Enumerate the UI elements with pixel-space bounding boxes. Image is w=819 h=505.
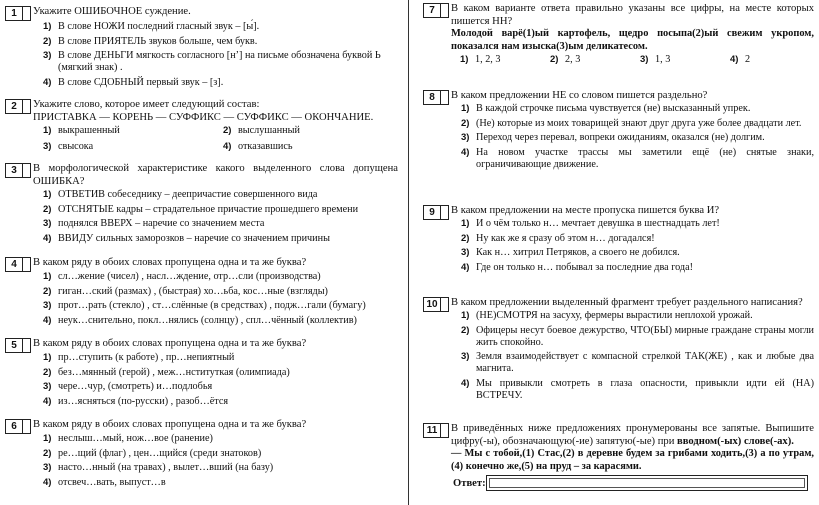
option[interactable]: 2) Офицеры несут боевое дежурство, ЧТО(БЫ) мирные граждане страны могли жить спокойно. (461, 324, 814, 348)
option[interactable]: 1) В слове НОЖИ последний гласный звук – [ы́]. (43, 21, 260, 32)
options-row (460, 54, 814, 68)
task-question (451, 3, 814, 53)
option[interactable]: 2) без…мянный (герой) , меж…нституткая (олимпиада) (43, 366, 290, 378)
option[interactable]: 4) отсвеч…вать, выпуст…в (43, 476, 166, 488)
option[interactable]: 2) гиган…ский (размах) , (быстрая) хо…ьба, кос…ные (взгляды) (43, 285, 328, 297)
answer-input[interactable] (486, 475, 808, 491)
task-question (451, 423, 814, 473)
option[interactable]: 4) из…ясняться (по-русски) , разоб…ётся (43, 395, 229, 407)
option[interactable]: 1) 1, 2, 3 (460, 54, 501, 65)
task-number: 10 (423, 297, 449, 312)
task-question: Укажите ОШИБОЧНОЕ суждение. (33, 6, 191, 17)
option[interactable]: 2) (Не) которые из моих товарищей знают друг друга уже более двадцати лет. (461, 117, 802, 129)
task-number: 1 (5, 6, 31, 21)
column-divider (408, 0, 409, 505)
task-question: В каком предложении выделенный фрагмент требует раздельного написания? (451, 297, 803, 308)
task-sentence: Молодой варё(1)ый картофель, щедро посыпа(2)ый свежим укропом, показался нам изыска(3)ым деликатесом. (451, 28, 814, 52)
task-question: В каком предложении НЕ со словом пишется раздельно? (451, 90, 708, 101)
option[interactable]: 1) выкрашенный (43, 125, 120, 136)
option[interactable]: 2) ОТСНЯТЫЕ кадры – страдательное причастие прошедшего времени (43, 203, 359, 215)
task-question: В каком предложении на месте пропуска пишется буква И? (451, 205, 720, 216)
option[interactable]: 1) (НЕ)СМОТРЯ на засуху, фермеры вырастили неплохой урожай. (461, 310, 753, 321)
option[interactable]: 3) В слове ДЕНЬГИ мягкость согласного [н’] на письме обозначена буквой Ь (мягкий знак) . (43, 50, 381, 74)
options-list (461, 310, 814, 404)
option[interactable]: 1) сл…жение (чисел) , насл…ждение, отр…сли (производства) (43, 271, 321, 282)
option[interactable]: 3) Земля взаимодействует с компасной стрелкой ТАК(ЖЕ) , как и любые два магнита. (461, 351, 814, 375)
option[interactable]: 1) И о чём только н… мечтает девушка в шестнадцать лет! (461, 218, 720, 229)
task-number: 3 (5, 163, 31, 178)
option[interactable]: 3) свысока (43, 141, 94, 152)
option[interactable]: 3) 1, 3 (640, 54, 671, 65)
option[interactable]: 1) В каждой строчке письма чувствуется (не) высказанный упрек. (461, 103, 751, 114)
options-list (43, 271, 398, 329)
option[interactable]: 2) 2, 3 (550, 54, 581, 65)
task-question (33, 99, 398, 124)
option[interactable]: 4) Мы привыкли смотреть в глаза опасности, привыкли идти ей (НА) ВСТРЕЧУ. (461, 377, 814, 401)
task-sentence: — Мы с тобой,(1) Стас,(2) в деревне будем за грибами ходить,(3) а по утрам,(4) конечно же,(5) на пруд – за карасями. (451, 448, 814, 472)
answer-label: Ответ: (453, 478, 486, 489)
task-number: 2 (5, 99, 31, 114)
option[interactable]: 2) выслушанный (223, 125, 300, 136)
option[interactable]: 3) чере…чур, (смотреть) и…подлобья (43, 381, 213, 393)
option[interactable]: 4) На новом участке трассы мы заметили ещё (не) снятые знаки, ограничивающие движение. (461, 146, 814, 170)
task-number: 8 (423, 90, 449, 105)
question-line: В каком варианте ответа правильно указаны все цифры, на месте которых пишется НН? (451, 3, 814, 27)
options-list (461, 103, 814, 173)
task-number: 11 (423, 423, 449, 438)
option[interactable]: 2) В слове ПРИЯТЕЛЬ звуков больше, чем букв. (43, 35, 258, 47)
option[interactable]: 2) ре…щий (флаг) , цен…щийся (среди знатоков) (43, 447, 262, 459)
option[interactable]: 4) ВВИДУ сильных заморозков – наречие со значением причины (43, 232, 330, 244)
options-grid (43, 125, 390, 157)
option[interactable]: 3) насто…нный (на травах) , вылет…вший (на базу) (43, 462, 274, 474)
task-number: 6 (5, 419, 31, 434)
option[interactable]: 3) Переход через перевал, вопреки ожиданиям, оказался (не) долгим. (461, 132, 765, 144)
option[interactable]: 3) поднялся ВВЕРХ – наречие со значением места (43, 218, 265, 230)
question-structure: ПРИСТАВКА — КОРЕНЬ — СУФФИКС — СУФФИКС — ОКОНЧАНИЕ. (33, 111, 374, 123)
options-row (43, 125, 390, 141)
task-number: 4 (5, 257, 31, 272)
option[interactable]: 1) пр…ступить (к работе) , пр…непиятный (43, 352, 235, 363)
option[interactable]: 1) неслыш…мый, нож…вое (ранение) (43, 433, 213, 444)
options-list (43, 189, 398, 247)
option[interactable]: 2) Ну как же я сразу об этом н… догадался! (461, 232, 655, 244)
task-question: В каком ряду в обоих словах пропущена одна и та же буква? (33, 338, 307, 349)
task-question: В каком ряду в обоих словах пропущена одна и та же буква? (33, 419, 307, 430)
option[interactable]: 1) ОТВЕТИВ собеседнику – деепричастие совершенного вида (43, 189, 318, 200)
task-question: В морфологической характеристике какого выделенного слова допущена ОШИБКА? (33, 163, 398, 187)
option[interactable]: 4) В слове СДОБНЫЙ первый звук – [з]. (43, 76, 224, 88)
task-number: 5 (5, 338, 31, 353)
option[interactable]: 4) Где он только н… побывал за последние два года! (461, 261, 694, 273)
task-number: 9 (423, 205, 449, 220)
option[interactable]: 4) неук…снительно, покл…нялись (солнцу) , спл…чённый (коллектив) (43, 314, 357, 326)
option[interactable]: 4) 2 (730, 54, 751, 65)
options-list (43, 352, 398, 410)
task-question: В каком ряду в обоих словах пропущена одна и та же буква? (33, 257, 307, 268)
option[interactable]: 3) прот…рать (стекло) , ст…слённые (в средствах) , подж…гали (бумагу) (43, 300, 366, 312)
option[interactable]: 3) Как н… хитрил Петряков, а своего не добился. (461, 247, 680, 259)
options-list (43, 21, 398, 91)
options-row (43, 141, 390, 157)
question-line: Укажите слово, которое имеет следующий состав: (33, 99, 260, 110)
options-list (461, 218, 814, 276)
options-list (43, 433, 398, 491)
option[interactable]: 4) отказавшись (223, 141, 293, 152)
task-number: 7 (423, 3, 449, 18)
question-line: В приведённых ниже предложениях пронумерованы все запятые. Выпишите цифру(-ы), обозначающую(-ие) запятую(-ые) при вводном(-ых) слове(-ах). (451, 423, 814, 447)
